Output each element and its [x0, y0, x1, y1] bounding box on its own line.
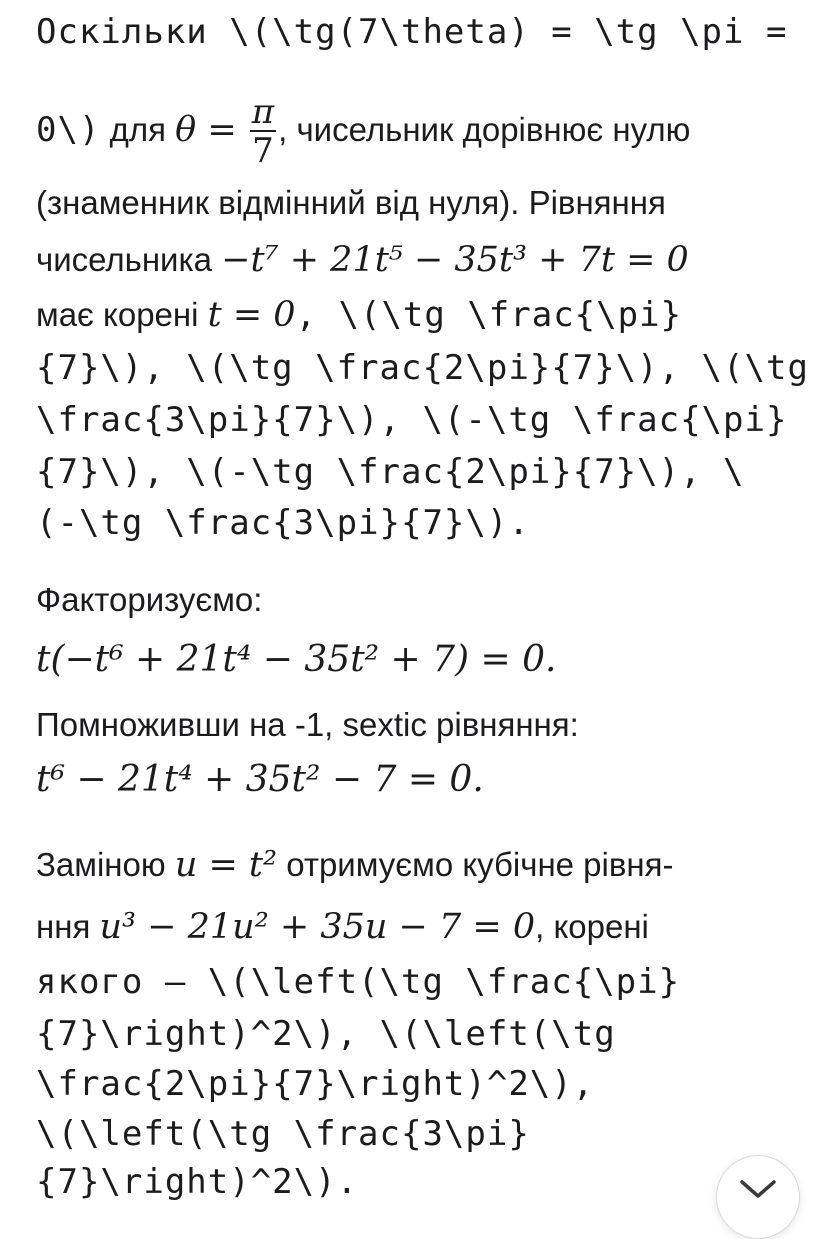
text-line	[36, 295, 682, 335]
math-display	[36, 640, 557, 680]
text-line	[36, 452, 745, 492]
text-span: {7}\right)^2\), \(\left(\tg	[36, 1014, 616, 1054]
text-span: (-\tg \frac{3\pi}{7}\).	[36, 503, 530, 543]
text-line	[36, 962, 680, 1002]
text-line	[36, 90, 690, 170]
text-span: , чисельник дорівнює нулю	[278, 111, 691, 148]
text-line	[36, 907, 649, 947]
math-inline: t = 0	[207, 295, 296, 335]
math-inline: −t⁷ + 21t⁵ − 35t³ + 7t = 0	[221, 240, 689, 280]
math-text: t(−t⁶ + 21t⁴ − 35t² + 7) = 0.	[36, 639, 557, 680]
text-span: , \(\tg \frac{\pi}	[295, 295, 683, 335]
math-inline: u = t²	[174, 845, 278, 885]
text-line	[36, 845, 673, 885]
text-line	[36, 503, 530, 543]
text-span: {7}\), \(-\tg \frac{2\pi}{7}\), \	[36, 452, 745, 492]
fraction-denominator: 7	[252, 131, 274, 172]
math-fraction	[250, 94, 276, 170]
text-span: {7}\right)^2\).	[36, 1162, 359, 1202]
text-line	[36, 348, 809, 388]
text-span: \frac{3\pi}{7}\), \(-\tg \frac{\pi}	[36, 400, 788, 440]
text-span: для	[100, 111, 176, 148]
math-inline	[175, 110, 248, 150]
text-line	[36, 12, 787, 52]
text-line	[36, 400, 787, 440]
text-span: ння	[36, 908, 100, 945]
text-span: 0\)	[36, 110, 101, 150]
text-span: Оскільки \(\tg(7\theta) = \tg \pi =	[36, 12, 788, 52]
text-span: Помноживши на -1, sextic рівняння:	[36, 706, 579, 743]
text-line	[36, 580, 262, 620]
text-line	[36, 705, 579, 745]
text-line	[36, 183, 666, 223]
text-span: якого — \(\left(\tg \frac{\pi}	[36, 962, 681, 1002]
chevron-down-icon	[738, 1178, 778, 1200]
math-display	[36, 760, 484, 800]
math-text: t⁶ − 21t⁴ + 35t² − 7 = 0.	[36, 759, 484, 800]
text-span: , корені	[535, 908, 649, 945]
text-line	[36, 1014, 616, 1054]
math-text: θ =	[175, 110, 248, 150]
text-span: має корені	[36, 296, 208, 333]
text-line	[36, 1064, 594, 1104]
text-span: \frac{2\pi}{7}\right)^2\),	[36, 1064, 595, 1104]
fraction-numerator: π	[251, 92, 275, 133]
text-span: {7}\), \(\tg \frac{2\pi}{7}\), \(\tg	[36, 348, 809, 388]
text-span: \(\left(\tg \frac{3\pi}	[36, 1114, 530, 1154]
text-span: Заміною	[36, 846, 175, 883]
text-line	[36, 240, 689, 280]
text-span: Факторизуємо:	[36, 581, 263, 618]
text-span: (знаменник відмінний від нуля). Рівняння	[36, 184, 666, 221]
text-line	[36, 1162, 358, 1202]
scroll-to-bottom-button[interactable]	[716, 1155, 800, 1239]
math-inline: u³ − 21u² + 35u − 7 = 0	[99, 907, 536, 947]
text-span: отримуємо кубічне рівня-	[277, 846, 674, 883]
text-span: чисельника	[36, 241, 222, 278]
text-line	[36, 1114, 530, 1154]
